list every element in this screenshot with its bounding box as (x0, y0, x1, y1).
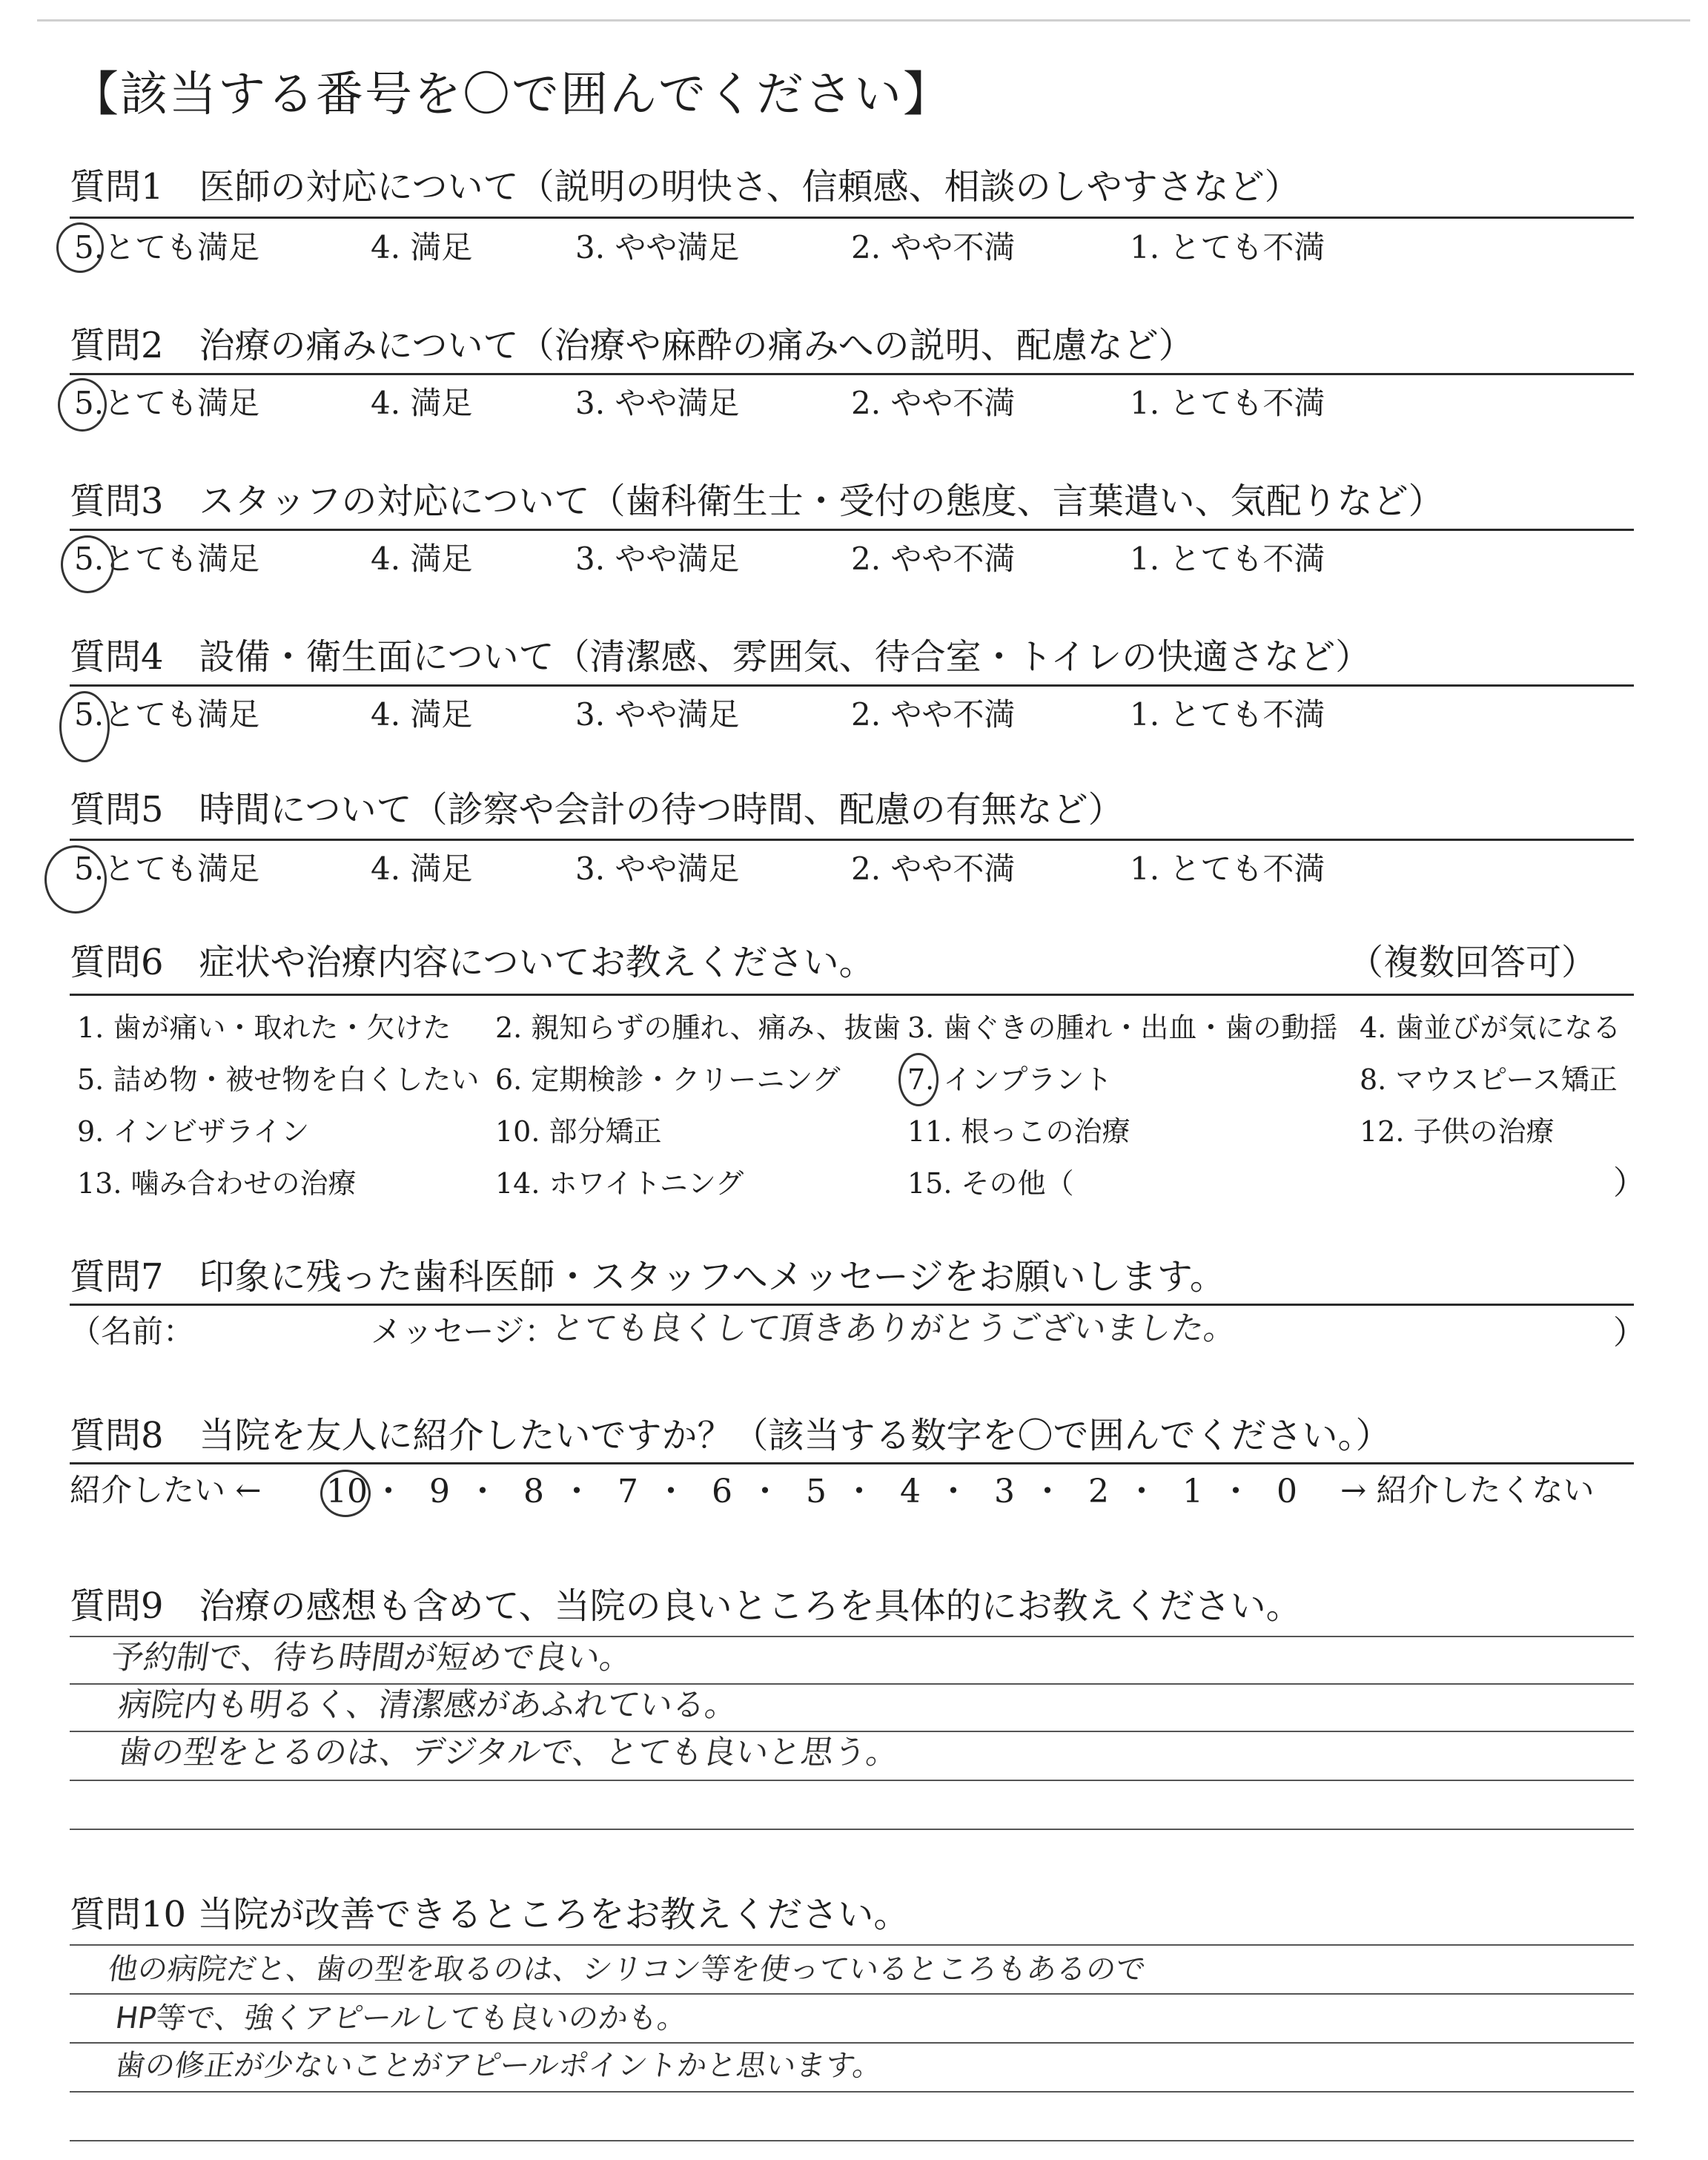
q8-scale-2[interactable]: 2 (1088, 1473, 1109, 1510)
q5-option-4[interactable]: 4. 満足 (371, 851, 473, 887)
question-9-title: 質問9 治療の感想も含めて、当院の良いところを具体的にお教えください。 (70, 1585, 1302, 1627)
q4-selected-circle (59, 691, 110, 762)
page-top-edge (37, 19, 1690, 22)
q3-option-3[interactable]: 3. やや満足 (575, 541, 740, 577)
q8-selected-circle (320, 1470, 371, 1517)
q8-scale-separator: ・ (1219, 1473, 1252, 1510)
q1-option-5[interactable]: 5.とても満足 (74, 229, 260, 265)
question-4-rule (70, 684, 1634, 687)
q8-scale-9[interactable]: 9 (429, 1473, 450, 1510)
q4-option-4[interactable]: 4. 満足 (371, 696, 473, 733)
q8-scale-separator: ・ (1125, 1473, 1158, 1510)
q8-scale-separator: ・ (1031, 1473, 1064, 1510)
q2-option-4[interactable]: 4. 満足 (371, 385, 473, 421)
q2-option-2[interactable]: 2. やや不満 (851, 385, 1016, 421)
q6-option-15[interactable]: 15. その他（ (907, 1167, 1074, 1200)
q8-scale-separator: ・ (466, 1473, 499, 1510)
q7-message-text[interactable]: とても良くして頂きありがとうございました。 (549, 1309, 1239, 1347)
q3-option-4[interactable]: 4. 満足 (371, 541, 473, 577)
q6-selected-circle (898, 1053, 939, 1106)
q6-option-12[interactable]: 12. 子供の治療 (1360, 1115, 1555, 1148)
question-7-rule (70, 1304, 1634, 1306)
q2-selected-circle (58, 378, 107, 432)
q6-option-10[interactable]: 10. 部分矯正 (495, 1115, 662, 1148)
q5-option-2[interactable]: 2. やや不満 (851, 851, 1016, 887)
question-2-rule (70, 373, 1634, 375)
question-10-rule-1 (70, 1944, 1634, 1946)
question-6-note: （複数回答可） (1347, 942, 1597, 983)
q9-answer-line-2[interactable]: 病院内も明るく、清潔感があふれている。 (116, 1686, 741, 1724)
q2-option-3[interactable]: 3. やや満足 (575, 385, 740, 421)
question-1-rule (70, 217, 1634, 219)
q3-selected-circle (61, 535, 114, 593)
q3-option-1[interactable]: 1. とても不満 (1130, 541, 1325, 577)
q1-selected-circle (56, 222, 104, 273)
q1-option-4[interactable]: 4. 満足 (371, 229, 473, 265)
q4-option-2[interactable]: 2. やや不満 (851, 696, 1016, 733)
question-9-rule-5 (70, 1829, 1634, 1830)
q8-scale-8[interactable]: 8 (523, 1473, 544, 1510)
q4-option-5[interactable]: 5.とても満足 (74, 696, 260, 733)
question-1-title: 質問1 医師の対応について（説明の明快さ、信頼感、相談のしやすさなど） (70, 166, 1300, 208)
q4-option-3[interactable]: 3. やや満足 (575, 696, 740, 733)
q6-other-close-paren: ） (1613, 1164, 1646, 1202)
q8-scale-separator: ・ (372, 1473, 405, 1510)
question-2-title: 質問2 治療の痛みについて（治療や麻酔の痛みへの説明、配慮など） (70, 325, 1194, 366)
question-6-rule (70, 994, 1634, 996)
q1-option-1[interactable]: 1. とても不満 (1130, 229, 1325, 265)
q8-scale-separator: ・ (937, 1473, 970, 1510)
q3-option-2[interactable]: 2. やや不満 (851, 541, 1016, 577)
q8-scale-10[interactable]: 10 (326, 1473, 368, 1510)
q10-answer-line-3[interactable]: 歯の修正が少ないことがアピールポイントかと思います。 (113, 2049, 885, 2083)
q9-answer-line-3[interactable]: 歯の型をとるのは、デジタルで、とても良いと思う。 (116, 1734, 902, 1771)
q3-option-5[interactable]: 5.とても満足 (74, 541, 260, 577)
q8-left-label: 紹介したい ← (70, 1472, 262, 1508)
q8-scale-6[interactable]: 6 (712, 1473, 732, 1510)
q6-option-8[interactable]: 8. マウスピース矯正 (1360, 1063, 1618, 1096)
q6-option-9[interactable]: 9. インビザライン (77, 1115, 310, 1148)
q1-option-3[interactable]: 3. やや満足 (575, 229, 740, 265)
q2-option-5[interactable]: 5.とても満足 (74, 385, 260, 421)
q6-option-1[interactable]: 1. 歯が痛い・取れた・欠けた (77, 1011, 451, 1044)
q6-option-11[interactable]: 11. 根っこの治療 (907, 1115, 1131, 1148)
q7-close-paren: ） (1613, 1314, 1646, 1352)
q7-message-label: メッセージ： (371, 1313, 556, 1350)
q8-scale-separator: ・ (843, 1473, 875, 1510)
question-10-title: 質問10 当院が改善できるところをお教えください。 (70, 1894, 910, 1935)
q8-scale-separator: ・ (560, 1473, 593, 1510)
question-7-title: 質問7 印象に残った歯科医師・スタッフへメッセージをお願いします。 (70, 1256, 1225, 1298)
q6-option-13[interactable]: 13. 噛み合わせの治療 (77, 1167, 357, 1200)
q10-answer-line-1[interactable]: 他の病院だと、歯の型を取るのは、シリコン等を使っているところもあるので (105, 1952, 1148, 1986)
q6-option-5[interactable]: 5. 詰め物・被せ物を白くしたい (77, 1063, 480, 1096)
question-10-rule-2 (70, 1993, 1634, 1995)
question-8-title: 質問8 当院を友人に紹介したいですか？（該当する数字を〇で囲んでください。） (70, 1415, 1391, 1456)
q8-scale-separator: ・ (655, 1473, 687, 1510)
question-3-title: 質問3 スタッフの対応について（歯科衛生士・受付の態度、言葉遣い、気配りなど） (70, 480, 1444, 522)
q8-scale-5[interactable]: 5 (806, 1473, 827, 1510)
question-10-rule-5 (70, 2140, 1634, 2141)
q8-right-label: → 紹介したくない (1340, 1472, 1595, 1508)
q7-name-label: （名前： (70, 1313, 195, 1350)
q8-scale-1[interactable]: 1 (1182, 1473, 1203, 1510)
question-6-title: 質問6 症状や治療内容についてお教えください。 (70, 942, 875, 983)
question-4-title: 質問4 設備・衛生面について（清潔感、雰囲気、待合室・トイレの快適さなど） (70, 636, 1371, 678)
question-3-rule (70, 529, 1634, 531)
question-10-rule-3 (70, 2042, 1634, 2044)
q6-option-6[interactable]: 6. 定期検診・クリーニング (495, 1063, 841, 1096)
page-title: 【該当する番号を〇で囲んでください】 (71, 67, 952, 122)
q6-option-3[interactable]: 3. 歯ぐきの腫れ・出血・歯の動揺 (907, 1011, 1338, 1044)
q8-scale-0[interactable]: 0 (1277, 1473, 1297, 1510)
question-10-rule-4 (70, 2091, 1634, 2093)
q5-option-1[interactable]: 1. とても不満 (1130, 851, 1325, 887)
q8-scale-3[interactable]: 3 (994, 1473, 1015, 1510)
q6-option-14[interactable]: 14. ホワイトニング (495, 1167, 744, 1200)
question-5-rule (70, 839, 1634, 841)
q8-scale-7[interactable]: 7 (618, 1473, 638, 1510)
q8-scale-separator: ・ (749, 1473, 781, 1510)
q4-option-1[interactable]: 1. とても不満 (1130, 696, 1325, 733)
q10-answer-line-2[interactable]: HP等で、強くアピールしても良いのかも。 (113, 2001, 690, 2035)
q6-option-7[interactable]: 7. インプラント (907, 1063, 1113, 1096)
q6-option-4[interactable]: 4. 歯並びが気になる (1360, 1011, 1621, 1044)
question-9-rule-4 (70, 1780, 1634, 1781)
q8-scale-4[interactable]: 4 (900, 1473, 921, 1510)
q5-selected-circle (44, 845, 107, 914)
q2-option-1[interactable]: 1. とても不満 (1130, 385, 1325, 421)
q5-option-3[interactable]: 3. やや満足 (575, 851, 740, 887)
question-5-title: 質問5 時間について（診察や会計の待つ時間、配慮の有無など） (70, 789, 1124, 830)
q5-option-5[interactable]: 5.とても満足 (74, 851, 260, 887)
q6-option-2[interactable]: 2. 親知らずの腫れ、痛み、抜歯 (495, 1011, 901, 1044)
q9-answer-line-1[interactable]: 予約制で、待ち時間が短めで良い。 (108, 1639, 635, 1677)
q1-option-2[interactable]: 2. やや不満 (851, 229, 1016, 265)
question-8-rule (70, 1462, 1634, 1464)
